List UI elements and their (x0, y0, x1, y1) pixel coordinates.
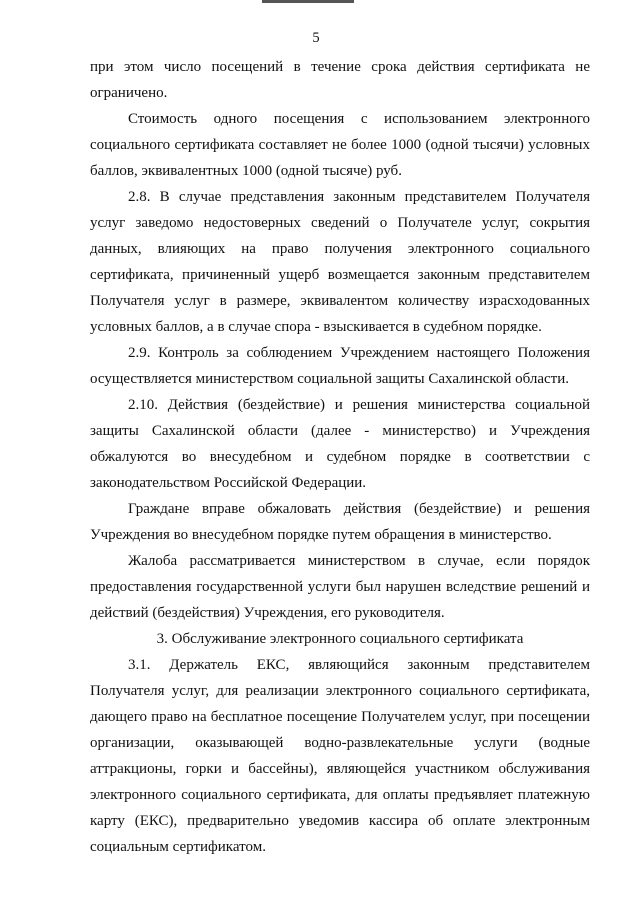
paragraph-visit-cost: Стоимость одного посещения с использованием электронного социального сертификата составляет не более 1000 (одной тысячи) условных баллов, эквивалентных 1000 (одной тысяче) руб. (90, 111, 590, 179)
paragraph-complaint: Жалоба рассматривается министерством в случае, если порядок предоставления государственной услуги был нарушен вследствие решений и действий (бездействия) Учреждения, его руководителя. (90, 553, 590, 621)
paragraph-2-10: 2.10. Действия (бездействие) и решения министерства социальной защиты Сахалинской области (далее - министерство) и Учреждения обжалуются во внесудебном и судебном порядке в соответствии с законодательством Российской Федерации. (90, 397, 590, 491)
page-number: 5 (312, 30, 320, 46)
top-edge-mark (262, 0, 354, 3)
paragraph-3-1: 3.1. Держатель ЕКС, являющийся законным представителем Получателя услуг, для реализации электронного социального сертификата, дающего право на бесплатное посещение Получателем услуг, при посещении организации, оказывающей водно-развлекательные услуги (водные аттракционы, горки и бассейны), являющейся участником обслуживания электронного социального сертификата, для оплаты предъявляет платежную карту (ЕКС), предварительно уведомив кассира об оплате электронным социальным сертификатом. (90, 657, 590, 855)
document-body (90, 54, 590, 860)
paragraph-2-9: 2.9. Контроль за соблюдением Учреждением настоящего Положения осуществляется министерством социальной защиты Сахалинской области. (90, 345, 590, 387)
paragraph-visits-unlimited: при этом число посещений в течение срока действия сертификата не ограничено. (90, 59, 590, 101)
paragraph-2-8: 2.8. В случае представления законным представителем Получателя услуг заведомо недостоверных сведений о Получателе услуг, сокрытия данных, влияющих на право получения электронного социального сертификата, причиненный ущерб возмещается законным представителем Получателя услуг в размере, эквивалентом количеству израсходованных условных баллов, а в случае спора - взыскивается в судебном порядке. (90, 189, 590, 335)
paragraph-appeal-rights: Граждане вправе обжаловать действия (бездействие) и решения Учреждения во внесудебном порядке путем обращения в министерство. (90, 501, 590, 543)
section-3-heading: 3. Обслуживание электронного социального сертификата (156, 631, 524, 647)
